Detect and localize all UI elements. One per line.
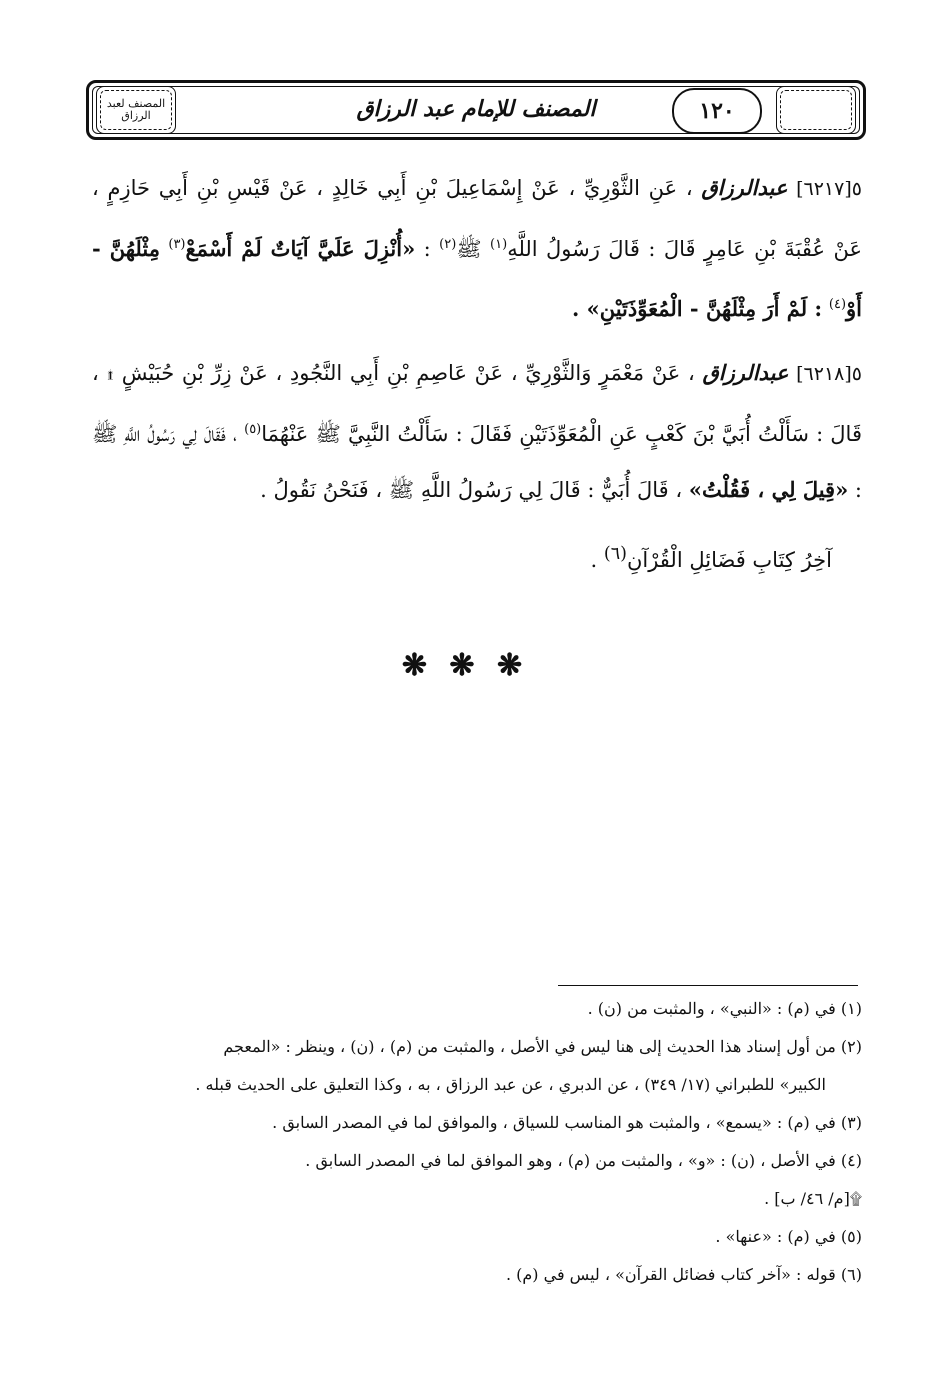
hadith-6217 (92, 160, 862, 337)
manuscript-marker: ۩[م/ ٤٦/ ب] . (764, 1189, 862, 1208)
hadith-number: ٥[٦٢١٨] (796, 363, 862, 385)
running-title: المصنف للإمام عبد الرزاق (356, 96, 596, 122)
footnote: (١) في (م) : «النبي» ، والمثبت من (ن) . (587, 999, 862, 1018)
hadith-number: ٥[٦٢١٧] (796, 178, 862, 200)
seal-text: المصنف لعبد الرزاق (106, 97, 166, 122)
footnote-ref: (٥) (244, 422, 262, 437)
footnote: (٣) في (م) : «يسمع» ، والمثبت هو المناسب للسياق ، والموافق لما في المصدر السابق . (272, 1113, 862, 1132)
matn-quote: مِثْلَهُنَّ - أَوْ (92, 236, 862, 321)
footnote-ref: (٦) (603, 544, 627, 564)
body-text: ، قَالَ أُبَيٌّ : قَالَ لِي رَسُولُ اللَّهِ ﷺ ، فَنَحْنُ نَقُولُ . (260, 478, 683, 502)
author-name: عبدالرزاق (701, 175, 788, 200)
page-header (86, 80, 866, 140)
author-name: عبدالرزاق (702, 360, 789, 385)
footnote-ref: (٢) (439, 237, 457, 252)
footnote: (٢) من أول إسناد هذا الحديث إلى هنا ليس في الأصل ، والمثبت من (م) ، (ن) ، وينظر : «المعجم (223, 1037, 862, 1056)
isnad-text: ، عَنِ الثَّوْرِيِّ ، عَنْ إِسْمَاعِيلَ بْنِ أَبِي خَالِدٍ ، عَنْ قَيْسِ بْنِ أَبِي حَازِمٍ ، عَنْ عُقْبَةَ بْنِ عَامِرٍ قَالَ : قَالَ رَسُولُ اللَّهِ (92, 176, 862, 261)
book-closing (92, 526, 832, 588)
colon: : (423, 237, 431, 261)
footnote-ref: (٤) (828, 297, 847, 312)
salutation: ﷺ (456, 237, 482, 261)
matn-quote: : لَمْ أَرَ مِثْلَهُنَّ - الْمُعَوِّذَتَيْنِ» . (571, 296, 823, 321)
ornament-pattern (100, 90, 172, 130)
section-separator: ❋ ❋ ❋ (401, 648, 529, 683)
matn-quote: «أُنْزِلَ عَلَيَّ آيَاتٌ لَمْ أَسْمَعْ (185, 236, 416, 261)
footnotes (92, 990, 862, 1294)
ornament-right (776, 86, 856, 134)
closing-end: . (590, 548, 598, 572)
footnote: (٤) في الأصل ، (ن) : «و» ، والمثبت من (م) ، وهو الموافق لما في المصدر السابق . (305, 1151, 862, 1170)
footnote: (٥) في (م) : «عنها» . (715, 1227, 862, 1246)
seal-ornament-left (96, 86, 176, 134)
footnote-ref: (١) (490, 237, 508, 252)
ornament-pattern (780, 90, 852, 130)
main-text (92, 160, 862, 588)
footnote-continuation: الكبير» للطبراني (١٧/ ٣٤٩) ، عن الدبري ، عن عبد الرزاق ، به ، وكذا التعليق على الحديث قبله . (195, 1075, 826, 1094)
footnote-rule (558, 985, 858, 986)
footnote: (٦) قوله : «آخر كتاب فضائل القرآن» ، ليس في (م) . (505, 1265, 862, 1284)
hadith-6218 (92, 345, 862, 518)
body-text: ، فَقَالَ لِي رَسُولُ اللَّهِ ﷺ : (92, 422, 862, 502)
page-number: ١٢٠ (672, 88, 762, 134)
closing-text: آخِرُ كِتَابِ فَضَائِلِ الْقُرْآنِ (626, 548, 832, 572)
footnote-ref: (٣) (168, 237, 186, 252)
isnad-text: ، عَنْ مَعْمَرٍ وَالثَّوْرِيِّ ، عَنْ عَاصِمِ بْنِ أَبِي النَّجُودِ ، عَنْ زِرِّ بْنِ حُبَيْشٍ ۩ ، قَالَ : سَأَلْتُ أُبَيَّ بْنَ كَعْبٍ عَنِ الْمُعَوِّذَتَيْنِ فَقَالَ : سَأَلْتُ النَّبِيَّ ﷺ عَنْهُمَا (92, 361, 862, 446)
matn-quote: «قِيلَ لِي ، فَقُلْتُ» (688, 477, 849, 502)
